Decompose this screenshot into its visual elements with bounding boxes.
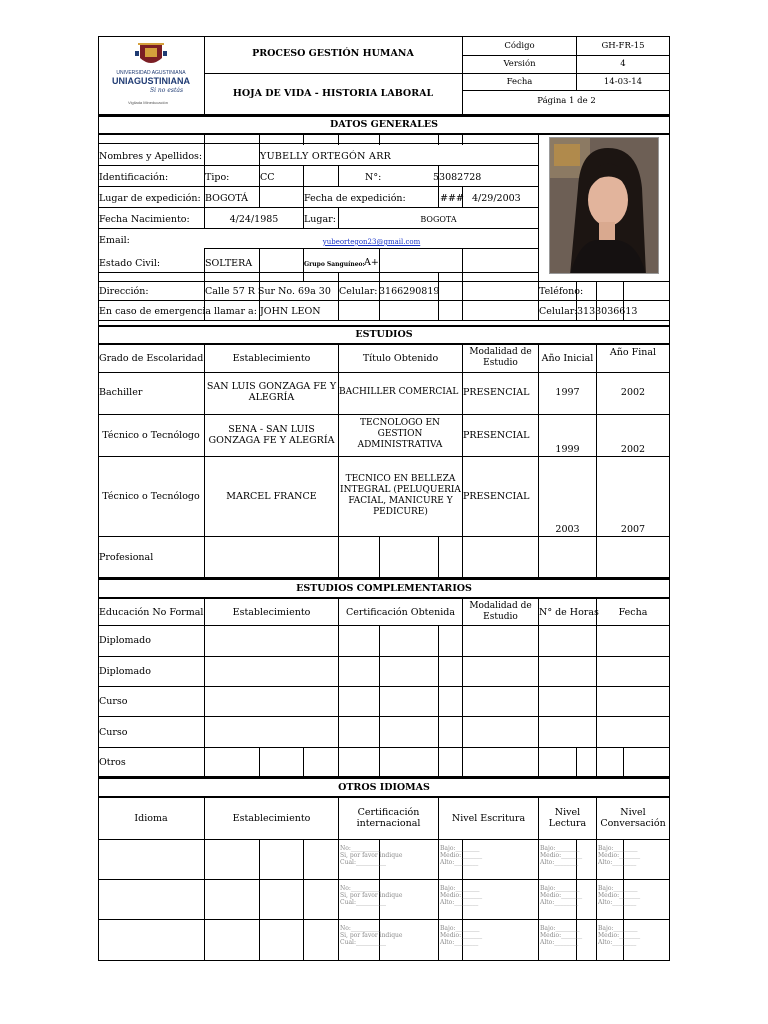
comp-h0: Educación No Formal — [99, 607, 204, 618]
comp-r0: Diplomado — [99, 635, 151, 646]
comp-r2: Curso — [99, 696, 128, 707]
date-label: Fecha — [506, 77, 533, 87]
comp-h2: Certificación Obtenida — [345, 607, 456, 618]
lang-h4: Nivel Lectura — [548, 807, 587, 829]
place-exp-label: Lugar de expedición: — [99, 193, 201, 204]
lang-r0-cert[interactable]: No:__________ Si, por favor indique Cual:__________ — [340, 845, 403, 866]
comp-r4: Otros — [99, 757, 126, 768]
birth-place-label: Lugar: — [304, 214, 336, 225]
doc-title: HOJA DE VIDA - HISTORIA LABORAL — [232, 88, 434, 99]
address-label: Dirección: — [99, 286, 149, 297]
cell-label: Celular: — [339, 286, 378, 297]
studies-h3: Modalidad de Estudio — [469, 347, 532, 368]
comp-r1: Diplomado — [99, 666, 151, 677]
phone-label: Teléfono: — [539, 286, 584, 297]
shield-icon — [100, 38, 202, 74]
version-value: 4 — [620, 59, 626, 69]
lang-r2-read[interactable]: Bajo:________ Medio:_______ Alto:________ — [540, 925, 583, 946]
number-label: N°: — [365, 172, 382, 183]
civil-label: Estado Civil: — [99, 258, 161, 269]
section-complementary: ESTUDIOS COMPLEMENTARIOS — [98, 578, 670, 599]
section-studies: ESTUDIOS — [98, 325, 670, 345]
logo-footer: Vigilada Mineducación — [128, 100, 168, 105]
place-exp-value[interactable]: BOGOTÁ — [205, 193, 249, 204]
lang-r2-speak[interactable]: Bajo:________ Medio:_______ Alto:________ — [598, 925, 641, 946]
studies-h4: Año Inicial — [541, 353, 594, 364]
birth-label: Fecha Nacimiento: — [99, 214, 190, 225]
civil-value[interactable]: SOLTERA — [205, 258, 253, 269]
studies-r2-grade: Técnico o Tecnólogo — [102, 491, 200, 502]
studies-h5: Año Final — [609, 347, 657, 358]
lang-r0-speak[interactable]: Bajo:________ Medio:_______ Alto:________ — [598, 845, 641, 866]
lang-r1-speak[interactable]: Bajo:________ Medio:_______ Alto:________ — [598, 885, 641, 906]
date-exp-hash: ### — [440, 193, 464, 204]
lang-r0-read[interactable]: Bajo:________ Medio:_______ Alto:________ — [540, 845, 583, 866]
logo-line2: UNIAGUSTINIANA — [112, 76, 190, 86]
section-languages: OTROS IDIOMAS — [98, 777, 670, 798]
studies-r0-institution[interactable]: SAN LUIS GONZAGA FE Y ALEGRÍA — [206, 381, 337, 403]
comp-r3: Curso — [99, 727, 128, 738]
studies-r1-mode[interactable]: PRESENCIAL — [463, 430, 530, 441]
logo-line1: UNIVERSIDAD AGUSTINIANA — [116, 70, 186, 76]
date-exp-value[interactable]: 4/29/2003 — [472, 193, 521, 204]
logo — [100, 38, 202, 110]
studies-h1: Establecimiento — [232, 353, 311, 364]
studies-r0-mode[interactable]: PRESENCIAL — [463, 387, 530, 398]
studies-r0-title[interactable]: BACHILLER COMERCIAL — [339, 387, 459, 397]
studies-r2-end[interactable]: 2007 — [620, 524, 646, 535]
date-exp-label: Fecha de expedición: — [304, 193, 406, 204]
profile-photo — [549, 137, 659, 274]
lang-h2: Certificación internacional — [356, 807, 421, 829]
studies-r2-start[interactable]: 2003 — [555, 524, 580, 535]
studies-r2-mode[interactable]: PRESENCIAL — [463, 491, 530, 502]
studies-r0-start[interactable]: 1997 — [555, 387, 580, 398]
number-value[interactable]: 53082728 — [433, 172, 482, 183]
email-label: Email: — [99, 235, 130, 246]
blood-label: Grupo Sanguíneo: — [304, 261, 365, 268]
lang-r1-read[interactable]: Bajo:________ Medio:_______ Alto:________ — [540, 885, 583, 906]
page-label: Página 1 de 2 — [537, 96, 596, 106]
id-label: Identificación: — [99, 172, 169, 183]
comp-h3: Modalidad de Estudio — [469, 601, 532, 622]
birth-value[interactable]: 4/24/1985 — [229, 214, 279, 225]
lang-h5: Nivel Conversación — [600, 807, 666, 829]
lang-h0: Idioma — [134, 813, 168, 824]
lang-r2-cert[interactable]: No:__________ Si, por favor indique Cual:__________ — [340, 925, 403, 946]
name-label: Nombres y Apellidos: — [99, 151, 203, 162]
logo-tagline: Si no estás — [150, 87, 184, 94]
section-general: DATOS GENERALES — [98, 115, 670, 135]
name-value[interactable]: YUBELLY ORTEGÓN ARR — [260, 151, 392, 162]
date-value: 14-03-14 — [603, 77, 643, 87]
emergency-cell-value[interactable]: 3133036613 — [577, 306, 638, 317]
lang-r2-write[interactable]: Bajo:________ Medio:_______ Alto:________ — [440, 925, 483, 946]
type-label: Tipo: — [205, 172, 230, 183]
lang-r1-write[interactable]: Bajo:________ Medio:_______ Alto:________ — [440, 885, 483, 906]
studies-r1-grade: Técnico o Tecnólogo — [102, 430, 200, 441]
lang-r1-cert[interactable]: No:__________ Si, por favor indique Cual:__________ — [340, 885, 403, 906]
emergency-cell-label: Celular: — [539, 306, 578, 317]
studies-r1-start[interactable]: 1999 — [555, 444, 580, 455]
emergency-label: En caso de emergencia llamar a: — [99, 306, 257, 317]
blood-value[interactable]: A+ — [364, 257, 379, 268]
lang-h3: Nivel Escritura — [451, 813, 526, 824]
studies-h0: Grado de Escolaridad — [99, 353, 204, 364]
lang-h1: Establecimiento — [232, 813, 311, 824]
address-value[interactable]: Calle 57 R Sur No. 69a 30 — [205, 286, 331, 297]
code-value: GH-FR-15 — [601, 41, 645, 51]
code-label: Código — [504, 41, 535, 51]
studies-r1-end[interactable]: 2002 — [620, 444, 646, 455]
studies-r2-institution[interactable]: MARCEL FRANCE — [226, 491, 317, 502]
email-value[interactable]: yubeortegon23@gmail.com — [322, 238, 421, 246]
studies-table — [98, 345, 670, 578]
studies-r0-end[interactable]: 2002 — [620, 387, 646, 398]
emergency-value[interactable]: JOHN LEON — [260, 306, 321, 317]
version-label: Versión — [503, 59, 536, 69]
cell-value[interactable]: 3166290819 — [379, 286, 440, 297]
lang-r0-write[interactable]: Bajo:________ Medio:_______ Alto:________ — [440, 845, 483, 866]
studies-r0-grade: Bachiller — [99, 387, 143, 398]
type-value[interactable]: CC — [260, 172, 275, 183]
studies-r1-title[interactable]: TECNOLOGO EN GESTION ADMINISTRATIVA — [357, 418, 443, 450]
birth-place-value[interactable]: BOGOTA — [420, 215, 457, 224]
process-title: PROCESO GESTIÓN HUMANA — [252, 48, 414, 59]
studies-r1-institution[interactable]: SENA - SAN LUIS GONZAGA FE Y ALEGRÍA — [208, 424, 335, 446]
studies-h2: Título Obtenido — [362, 353, 439, 364]
studies-r3-grade: Profesional — [99, 552, 154, 563]
comp-h5: Fecha — [618, 607, 648, 618]
studies-r2-title[interactable]: TECNICO EN BELLEZA INTEGRAL (PELUQUERIA FACIAL, MANICURE Y PEDICURE) — [340, 474, 461, 517]
comp-h4: N° de Horas — [539, 607, 599, 618]
comp-h1: Establecimiento — [232, 607, 311, 618]
